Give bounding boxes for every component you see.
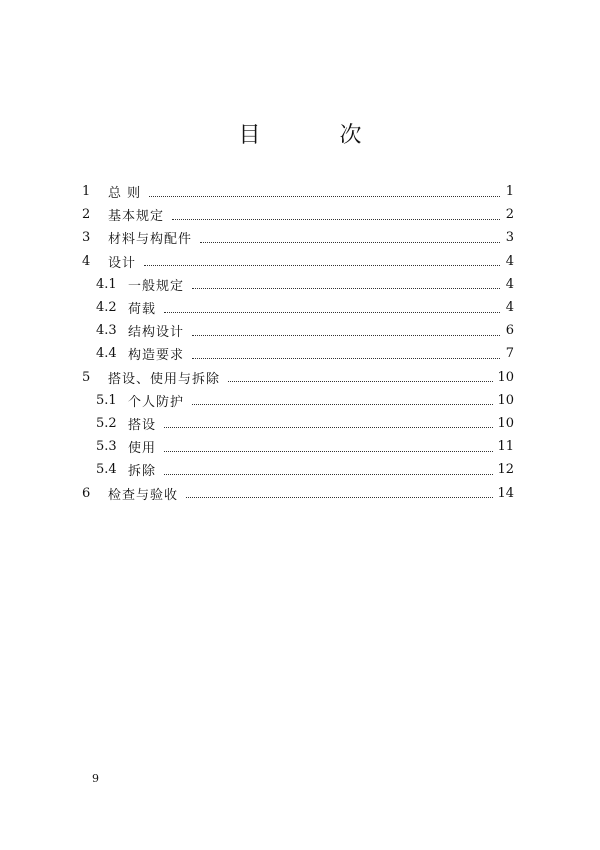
toc-entry-page: 4 xyxy=(505,253,514,269)
toc-entry-label: 构造要求 xyxy=(128,348,185,364)
toc-entry-label: 总 则 xyxy=(108,186,142,202)
toc-entry-page: 7 xyxy=(505,346,514,362)
toc-entry-page: 10 xyxy=(497,369,514,385)
toc-leader-dots xyxy=(192,357,500,359)
toc-entry-number: 5.2 xyxy=(96,415,117,431)
toc-entry-5-3[interactable] xyxy=(82,435,514,458)
toc-entry-label: 一般规定 xyxy=(128,278,185,294)
toc-entry-label: 荷载 xyxy=(128,302,157,318)
toc-entry-number: 5.4 xyxy=(96,462,117,478)
toc-entry-3[interactable] xyxy=(82,226,514,249)
toc-entry-label: 材料与构配件 xyxy=(108,232,193,248)
toc-entry-label: 使用 xyxy=(128,441,157,457)
toc-leader-dots xyxy=(186,496,493,498)
toc-leader-dots xyxy=(164,426,493,428)
toc-entry-number: 6 xyxy=(82,485,91,501)
toc-entry-number: 5.1 xyxy=(96,392,117,408)
toc-entry-4-1[interactable] xyxy=(82,273,514,296)
toc-entry-number: 2 xyxy=(82,207,91,223)
toc-entry-number: 4 xyxy=(82,253,91,269)
toc-entry-label: 结构设计 xyxy=(128,325,185,341)
toc-leader-dots xyxy=(172,218,500,220)
toc-leader-dots xyxy=(192,403,493,405)
toc-entry-page: 11 xyxy=(497,439,514,455)
toc-entry-2[interactable] xyxy=(82,203,514,226)
toc-entry-4[interactable] xyxy=(82,250,514,273)
toc-title: 目 次 xyxy=(238,123,398,148)
toc-entry-page: 10 xyxy=(497,415,514,431)
toc-leader-dots xyxy=(144,264,500,266)
toc-entry-5-2[interactable] xyxy=(82,412,514,435)
toc-leader-dots xyxy=(164,473,493,475)
toc-leader-dots xyxy=(192,334,500,336)
toc-entry-label: 搭设、使用与拆除 xyxy=(108,371,221,387)
toc-entry-number: 4.2 xyxy=(96,300,117,316)
toc-leader-dots xyxy=(164,311,500,313)
toc-entry-page: 12 xyxy=(497,462,514,478)
toc-leader-dots xyxy=(192,287,500,289)
toc-entry-number: 4.3 xyxy=(96,323,117,339)
toc-entry-4-4[interactable] xyxy=(82,342,514,365)
toc-entry-label: 基本规定 xyxy=(108,209,165,225)
toc-entry-4-2[interactable] xyxy=(82,296,514,319)
table-of-contents xyxy=(82,180,514,505)
toc-entry-5[interactable] xyxy=(82,366,514,389)
toc-leader-dots xyxy=(149,195,500,197)
toc-entry-page: 14 xyxy=(497,485,514,501)
toc-entry-page: 1 xyxy=(505,184,514,200)
page-number: 9 xyxy=(92,772,99,785)
toc-entry-page: 10 xyxy=(497,392,514,408)
toc-entry-number: 5.3 xyxy=(96,439,117,455)
toc-entry-5-4[interactable] xyxy=(82,458,514,481)
toc-entry-1[interactable] xyxy=(82,180,514,203)
toc-entry-number: 1 xyxy=(82,184,91,200)
toc-entry-page: 3 xyxy=(505,230,514,246)
toc-leader-dots xyxy=(228,380,493,382)
toc-entry-label: 设计 xyxy=(108,255,137,271)
toc-entry-5-1[interactable] xyxy=(82,389,514,412)
toc-entry-4-3[interactable] xyxy=(82,319,514,342)
toc-leader-dots xyxy=(200,241,500,243)
toc-leader-dots xyxy=(164,450,493,452)
toc-entry-page: 6 xyxy=(505,323,514,339)
toc-entry-number: 3 xyxy=(82,230,91,246)
toc-entry-label: 搭设 xyxy=(128,417,157,433)
toc-entry-page: 2 xyxy=(505,207,514,223)
toc-entry-number: 5 xyxy=(82,369,91,385)
toc-entry-6[interactable] xyxy=(82,481,514,504)
toc-entry-label: 拆除 xyxy=(128,464,157,480)
toc-entry-page: 4 xyxy=(505,300,514,316)
toc-entry-label: 个人防护 xyxy=(128,394,185,410)
toc-entry-page: 4 xyxy=(505,276,514,292)
toc-entry-label: 检查与验收 xyxy=(108,487,179,503)
toc-entry-number: 4.4 xyxy=(96,346,117,362)
toc-entry-number: 4.1 xyxy=(96,276,117,292)
